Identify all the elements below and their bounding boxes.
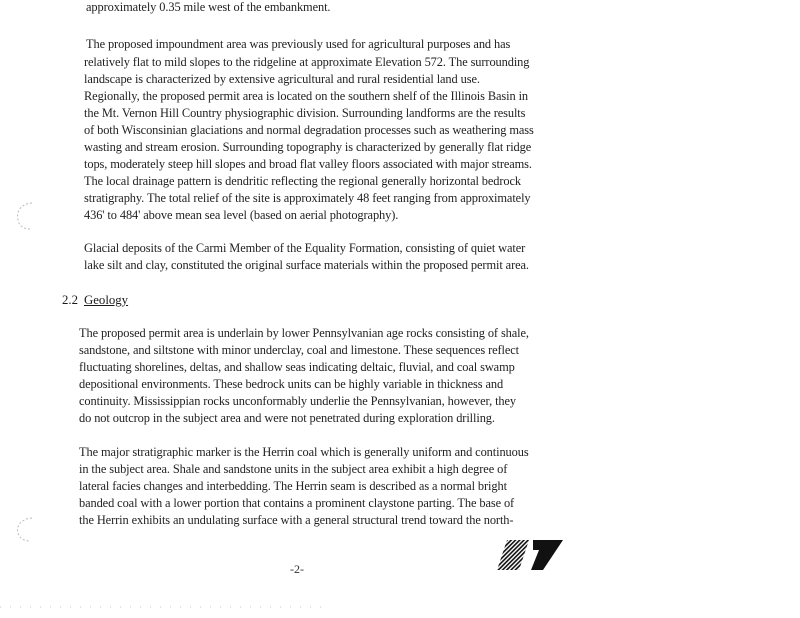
text-line: lake silt and clay, constituted the original surface materials within the proposed permit area. xyxy=(84,258,529,272)
text-line: The major stratigraphic marker is the Herrin coal which is generally uniform and continuous xyxy=(79,445,529,459)
text-line: Regionally, the proposed permit area is located on the southern shelf of the Illinois Basin in xyxy=(84,89,529,103)
text-line: The proposed impoundment area was previously used for agricultural purposes and has xyxy=(86,37,511,51)
text-line: lateral facies changes and interbedding. The Herrin seam is described as a normal bright xyxy=(79,479,507,493)
text-line: of both Wisconsinian glaciations and normal degradation processes such as weathering mass xyxy=(84,123,534,137)
text-line: The local drainage pattern is dendritic reflecting the regional generally horizontal bedrock xyxy=(84,174,522,188)
scan-edge-artifact xyxy=(0,600,330,614)
section-number: 2.2 xyxy=(62,293,78,307)
text-line: The proposed permit area is underlain by lower Pennsylvanian age rocks consisting of shale, xyxy=(79,326,529,340)
text-line: sandstone, and siltstone with minor underclay, coal and limestone. These sequences reflect xyxy=(79,343,520,357)
text-line: continuity. Mississippian rocks unconformably underlie the Pennsylvanian, however, they xyxy=(79,394,517,408)
text-line: do not outcrop in the subject area and were not penetrated during exploration drilling. xyxy=(79,411,495,425)
hole-punch-mark xyxy=(12,515,36,545)
text-line: the Herrin exhibits an undulating surface with a general structural trend toward the north- xyxy=(79,513,514,527)
text-line: tops, moderately steep hill slopes and broad flat valley floors associated with major streams. xyxy=(84,157,532,171)
text-line: approximately 0.35 mile west of the embankment. xyxy=(86,0,331,14)
text-line: depositional environments. These bedrock units can be highly variable in thickness and xyxy=(79,377,504,391)
text-line: 436' to 484' above mean sea level (based on aerial photography). xyxy=(84,208,399,222)
text-line: wasting and stream erosion. Surrounding topography is characterized by generally flat ridge xyxy=(84,140,532,154)
text-line: in the subject area. Shale and sandstone units in the subject area exhibit a high degree of xyxy=(79,462,508,476)
stamp-logo xyxy=(493,536,565,572)
text-line: stratigraphy. The total relief of the site is approximately 48 feet ranging from approximately xyxy=(84,191,531,205)
text-line: relatively flat to mild slopes to the ridgeline at approximate Elevation 572. The surrounding xyxy=(84,55,530,69)
text-line: landscape is characterized by extensive agricultural and rural residential land use. xyxy=(84,72,480,86)
section-title: Geology xyxy=(84,293,129,307)
text-line: banded coal with a lower portion that contains a prominent claystone parting. The base of xyxy=(79,496,515,510)
text-line: Glacial deposits of the Carmi Member of the Equality Formation, consisting of quiet water xyxy=(84,241,526,255)
section-heading xyxy=(62,293,128,307)
page-number: -2- xyxy=(290,562,304,576)
hole-punch-mark xyxy=(12,200,36,232)
text-line: fluctuating shorelines, deltas, and shallow seas indicating deltaic, fluvial, and coal swamp xyxy=(79,360,515,374)
text-line: the Mt. Vernon Hill Country physiographic division. Surrounding landforms are the results xyxy=(84,106,526,120)
